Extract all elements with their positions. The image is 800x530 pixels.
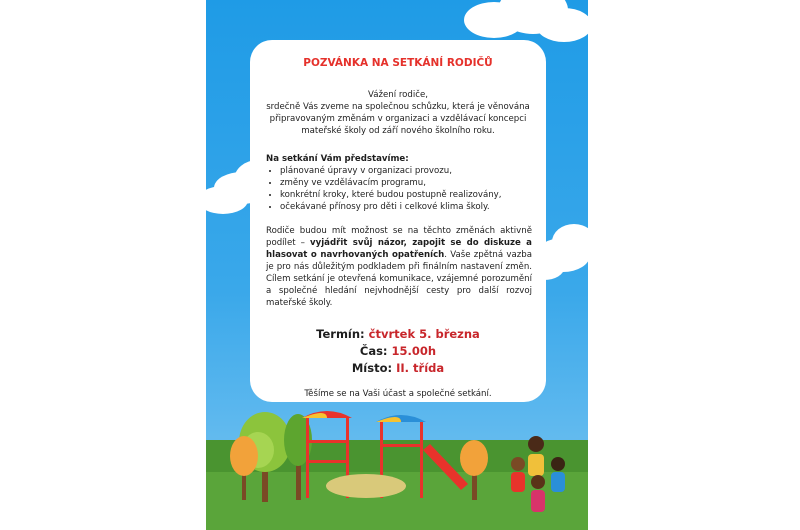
invitation-poster	[206, 0, 588, 530]
list-heading: Na setkání Vám představíme:	[266, 154, 409, 164]
time-line	[250, 344, 546, 358]
page-title: POZVÁNKA NA SETKÁNÍ RODIČŮ	[303, 57, 493, 69]
time-value: 15.00h	[391, 344, 437, 358]
list-item: • konkrétní kroky, které budou postupně realizovány,	[280, 189, 548, 201]
tree-icon	[460, 440, 488, 500]
playground-illustration	[206, 400, 588, 530]
list-item: • očekávané přínosy pro děti i celkové klima školy.	[280, 201, 548, 213]
term-value: čtvrtek 5. března	[368, 327, 480, 341]
greeting: Vážení rodiče,	[367, 90, 429, 100]
list-item: • plánované úpravy v organizaci provozu,	[280, 165, 548, 177]
term-label: Termín:	[316, 327, 365, 341]
place-line	[250, 361, 546, 375]
playground-icon	[302, 411, 468, 498]
list-item: • změny ve vzdělávacím programu,	[280, 177, 548, 189]
place-label: Místo:	[351, 361, 393, 375]
place-value: II. třída	[396, 361, 445, 375]
time-label: Čas:	[359, 344, 388, 358]
paragraph-part: Rodiče budou mít možnost se na těchto změnách aktivně podílet –	[266, 226, 532, 248]
body-paragraph	[266, 225, 532, 309]
paragraph-bold: vyjádřit svůj názor, zapojit se do diskuze a hlasovat o navrhovaných opatřeních	[266, 238, 532, 260]
paragraph-part: . Vaše zpětná vazba je pro nás důležitým podkladem při finálním nastavení změn. Cílem setkání je otevřená komunikace, vzájemné porozumění a společné hledání nejvhodnější cesty pro další rozvoj mateřské školy.	[266, 250, 532, 308]
tree-icon	[230, 436, 258, 500]
children-icon	[511, 436, 565, 512]
term-line	[250, 327, 546, 341]
closing-text: Těšíme se na Vaši účast a společné setkání.	[304, 389, 492, 399]
invitation-card	[250, 40, 546, 402]
intro-paragraph: srdečně Vás zveme na společnou schůzku, která je věnována připravovaným změnám v organizaci a vzdělávací koncepci mateřské školy od září nového školního roku.	[266, 102, 530, 136]
topics-list	[266, 165, 548, 213]
